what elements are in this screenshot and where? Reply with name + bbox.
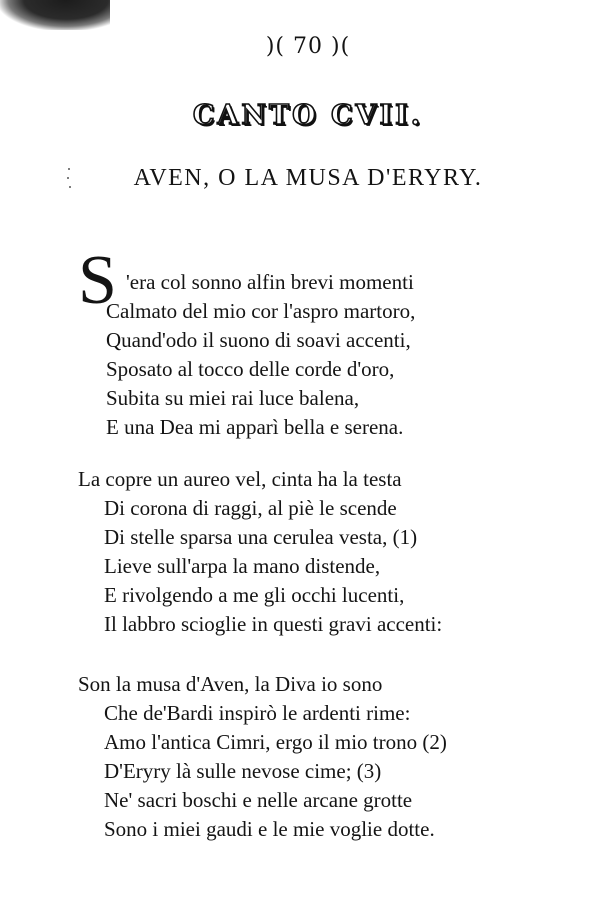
- verse-line: Quand'odo il suono di soavi accenti,: [106, 328, 411, 352]
- verse-line: Son la musa d'Aven, la Diva io sono: [78, 672, 383, 696]
- verse-line: Calmato del mio cor l'aspro martoro,: [106, 299, 416, 323]
- verse-line: Amo l'antica Cimri, ergo il mio trono (2): [104, 730, 447, 754]
- verse-line: Subita su miei rai luce balena,: [106, 386, 360, 410]
- verse-line: E rivolgendo a me gli occhi lucenti,: [104, 583, 405, 607]
- verse-line: D'Eryry là sulle nevose cime; (3): [104, 759, 382, 783]
- verse-line: Lieve sull'arpa la mano distende,: [104, 554, 381, 578]
- verse-line: Che de'Bardi inspirò le ardenti rime:: [104, 701, 411, 725]
- verse-line: Sposato al tocco delle corde d'oro,: [106, 357, 395, 381]
- page-number: )( 70 )(: [265, 34, 351, 59]
- stanza-2: [78, 465, 598, 639]
- verse-line: Sono i miei gaudi e le mie voglie dotte.: [104, 817, 435, 841]
- verse-line: S 'era col sonno alfin brevi momenti: [78, 242, 414, 319]
- canto-title: CANTO CVII.: [192, 100, 424, 131]
- scan-corner-shadow: [0, 0, 110, 30]
- stanza-3: [78, 670, 598, 844]
- drop-cap: S: [78, 242, 117, 319]
- verse-line: Ne' sacri boschi e nelle arcane grotte: [104, 788, 413, 812]
- verse-line: La copre un aureo vel, cinta ha la testa: [78, 467, 402, 491]
- verse-line: Il labbro scioglie in questi gravi accenti:: [104, 612, 443, 636]
- verse-line: Di corona di raggi, al piè le scende: [104, 496, 397, 520]
- verse-line: Di stelle sparsa una cerulea vesta, (1): [104, 525, 418, 549]
- poem-title: AVEN, O LA MUSA D'ERYRY.: [133, 165, 483, 191]
- stanza-1: [78, 242, 598, 442]
- verse-line: E una Dea mi apparì bella e serena.: [106, 415, 404, 439]
